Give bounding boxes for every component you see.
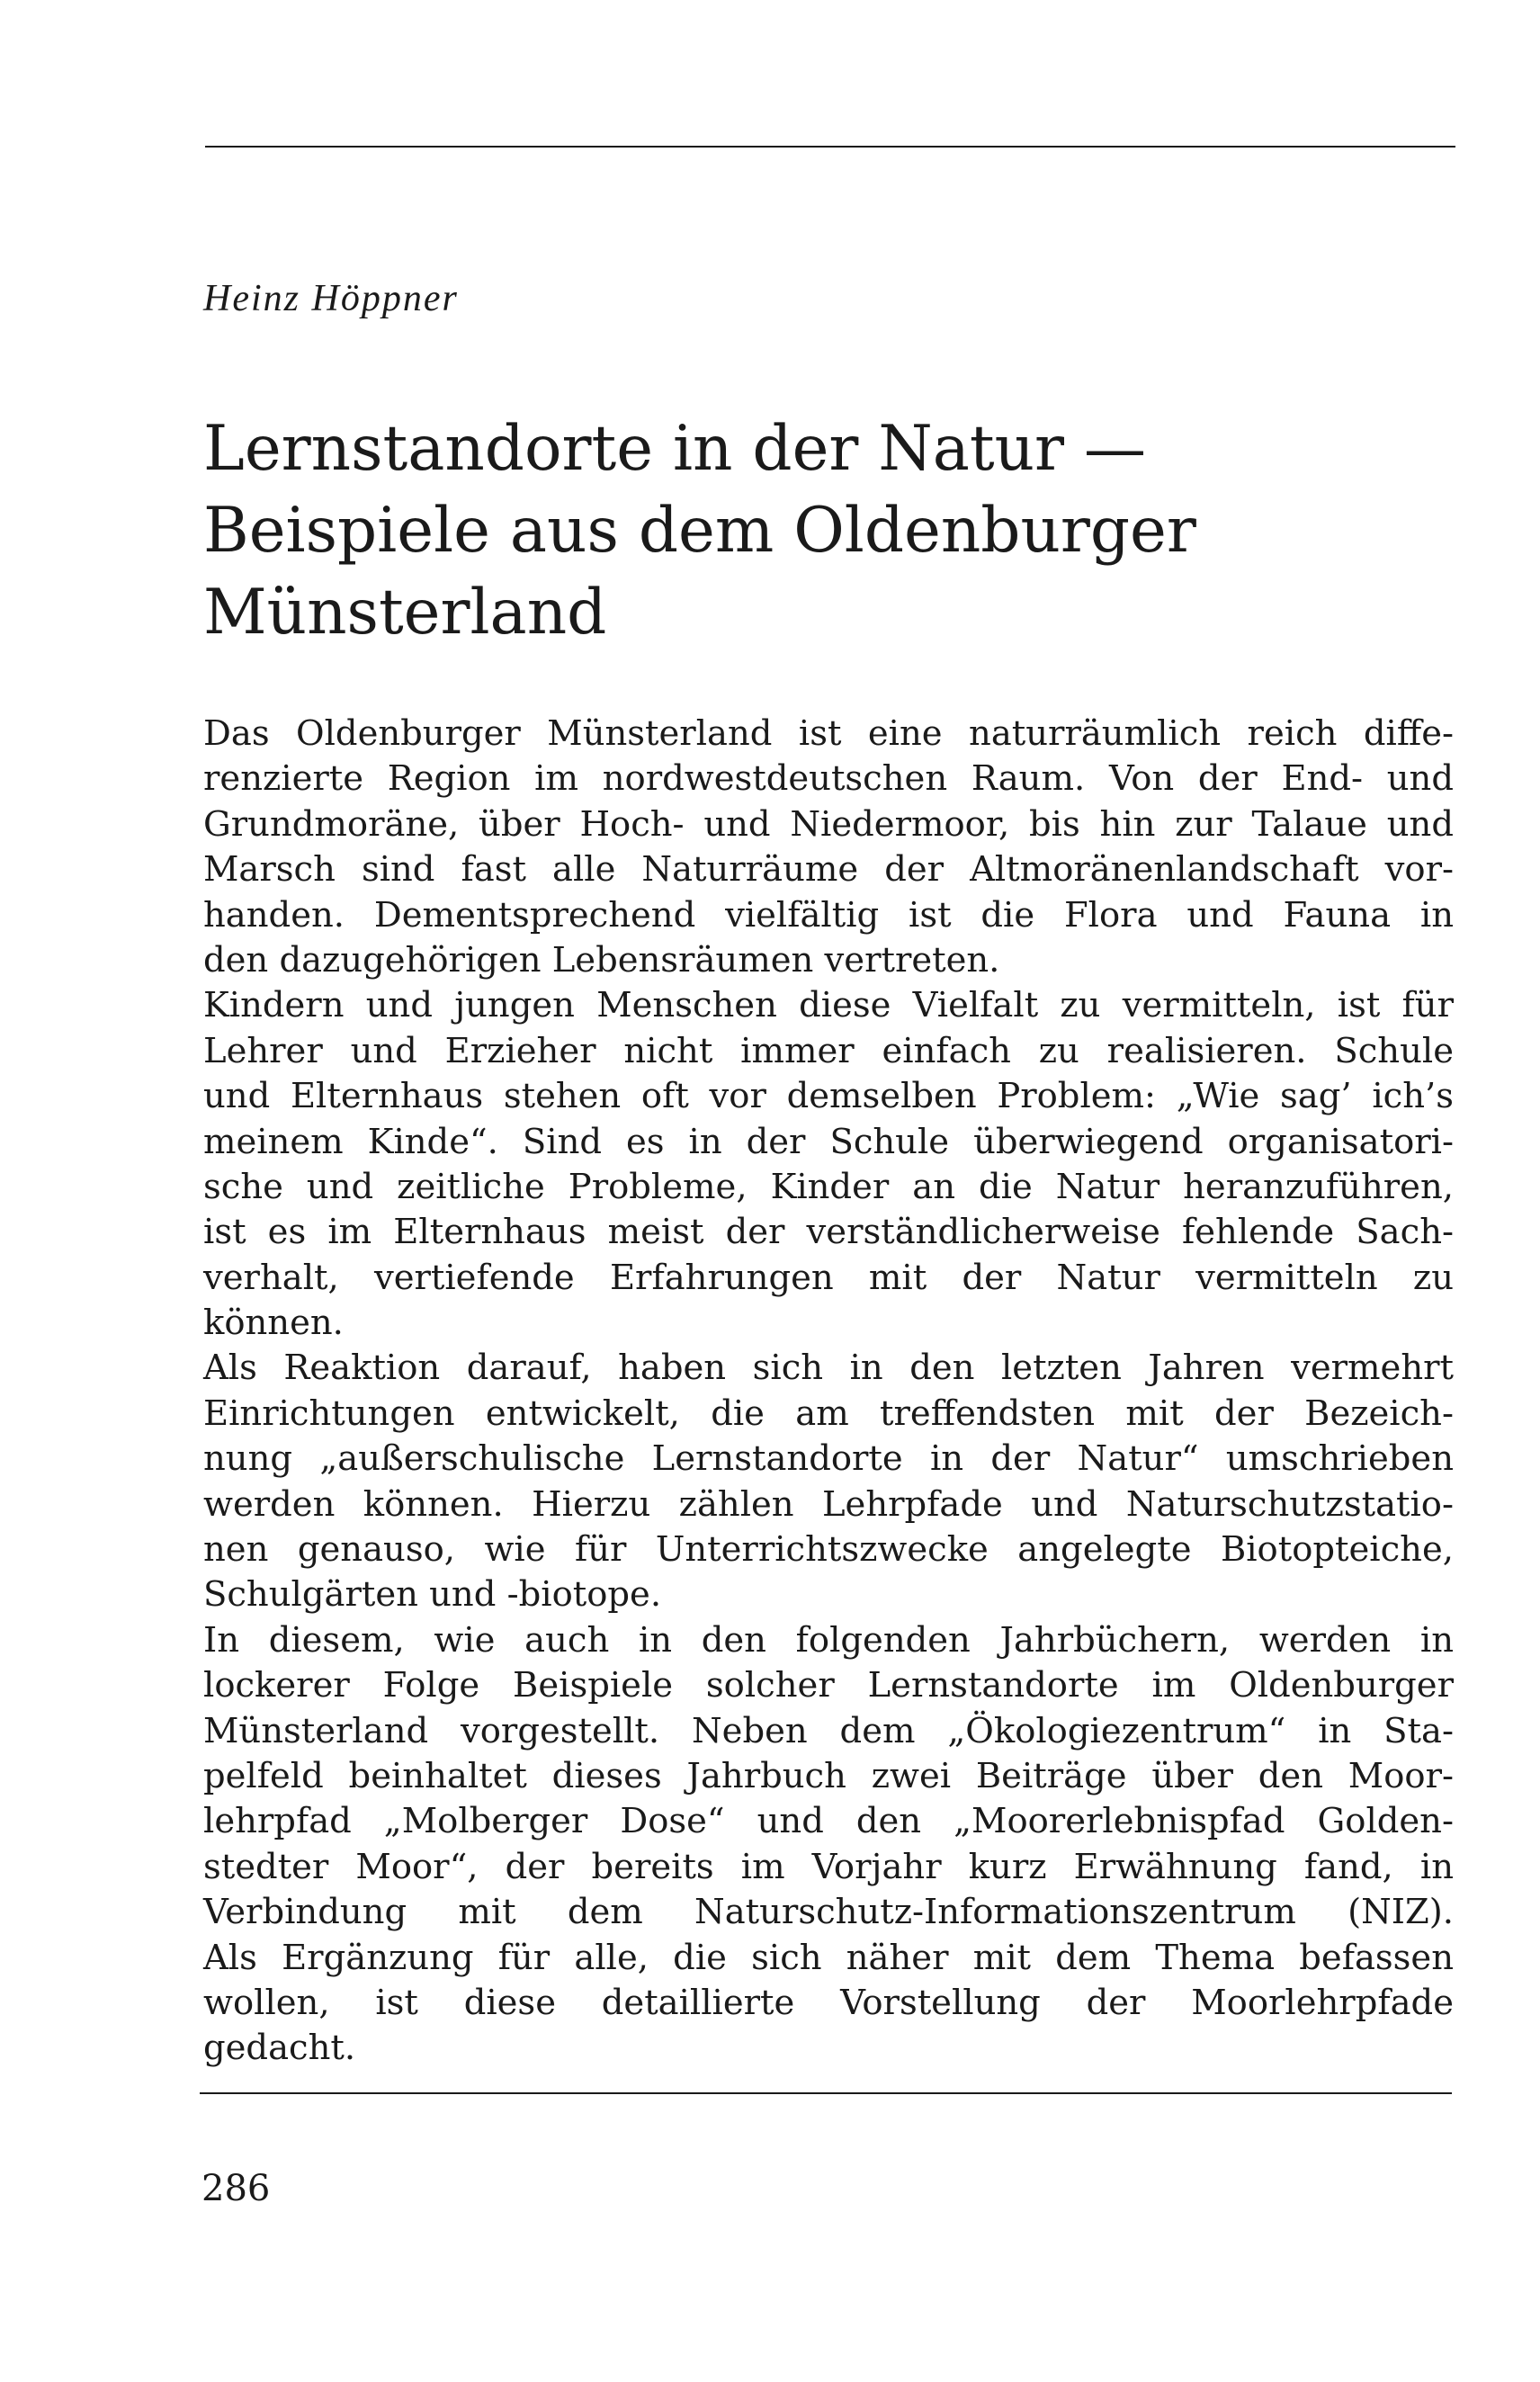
body-line: sche und zeitliche Probleme, Kinder an die Natur heranzuführen, [203,1166,1454,1207]
body-line: Kindern und jungen Menschen diese Vielfalt zu vermitteln, ist für [203,985,1454,1026]
body-line: nung „außerschulische Lernstandorte in der Natur“ umschrieben [203,1438,1454,1480]
top-rule [205,146,1455,148]
article-title [203,408,1454,654]
body-line: den dazugehörigen Lebensräumen vertreten. [203,939,1000,981]
body-line: pelfeld beinhaltet dieses Jahrbuch zwei Beiträge über den Moor- [203,1755,1454,1796]
body-line: Verbindung mit dem Naturschutz-Informationszentrum (NIZ). [203,1892,1454,1933]
body-line: lockerer Folge Beispiele solcher Lernstandorte im Oldenburger [203,1665,1454,1706]
title-line: Beispiele aus dem Oldenburger [203,495,1196,567]
body-line: handen. Dementsprechend vielfältig ist die Flora und Fauna in [203,894,1454,936]
body-line: Einrichtungen entwickelt, die am treffendsten mit der Bezeich- [203,1392,1454,1434]
bottom-rule [200,2092,1452,2094]
author-name: Heinz Höppner [203,278,459,319]
body-line: Das Oldenburger Münsterland ist eine naturräumlich reich diffe- [203,713,1454,754]
body-line: nen genauso, wie für Unterrichtszwecke angelegte Biotopteiche, [203,1529,1454,1571]
body-line: ist es im Elternhaus meist der verständlicherweise fehlende Sach- [203,1212,1454,1253]
body-line: verhalt, vertiefende Erfahrungen mit der Natur vermitteln zu [203,1257,1454,1298]
body-line: lehrpfad „Molberger Dose“ und den „Moorerlebnispfad Golden- [203,1801,1454,1842]
body-line: Münsterland vorgestellt. Neben dem „Ökologiezentrum“ in Sta- [203,1710,1454,1751]
body-line: wollen, ist diese detaillierte Vorstellung der Moorlehrpfade [203,1982,1454,2023]
body-line: Als Ergänzung für alle, die sich näher mit dem Thema befassen [203,1937,1454,1978]
body-line: Grundmoräne, über Hoch- und Niedermoor, bis hin zur Talaue und [203,803,1454,845]
title-line: Münsterland [203,577,607,649]
body-line: werden können. Hierzu zählen Lehrpfade und Naturschutzstatio- [203,1483,1454,1525]
article-body [203,712,1454,2072]
title-line: Lernstandorte in der Natur — [203,413,1146,485]
body-line: meinem Kinde“. Sind es in der Schule überwiegend organisatori- [203,1121,1454,1162]
body-line: gedacht. [203,2028,356,2069]
body-line: Als Reaktion darauf, haben sich in den letzten Jahren vermehrt [203,1348,1454,1389]
body-line: In diesem, wie auch in den folgenden Jahrbüchern, werden in [203,1619,1454,1661]
body-line: stedter Moor“, der bereits im Vorjahr kurz Erwähnung fand, in [203,1846,1454,1887]
body-line: und Elternhaus stehen oft vor demselben Problem: „Wie sag’ ich’s [203,1076,1454,1117]
body-line: Lehrer und Erzieher nicht immer einfach zu realisieren. Schule [203,1030,1454,1071]
page-number: 286 [201,2168,271,2209]
body-line: können. [203,1303,344,1344]
body-line: Marsch sind fast alle Naturräume der Altmoränenlandschaft vor- [203,849,1454,891]
body-line: renzierte Region im nordwestdeutschen Raum. Von der End- und [203,758,1454,800]
body-line: Schulgärten und -biotope. [203,1574,662,1616]
